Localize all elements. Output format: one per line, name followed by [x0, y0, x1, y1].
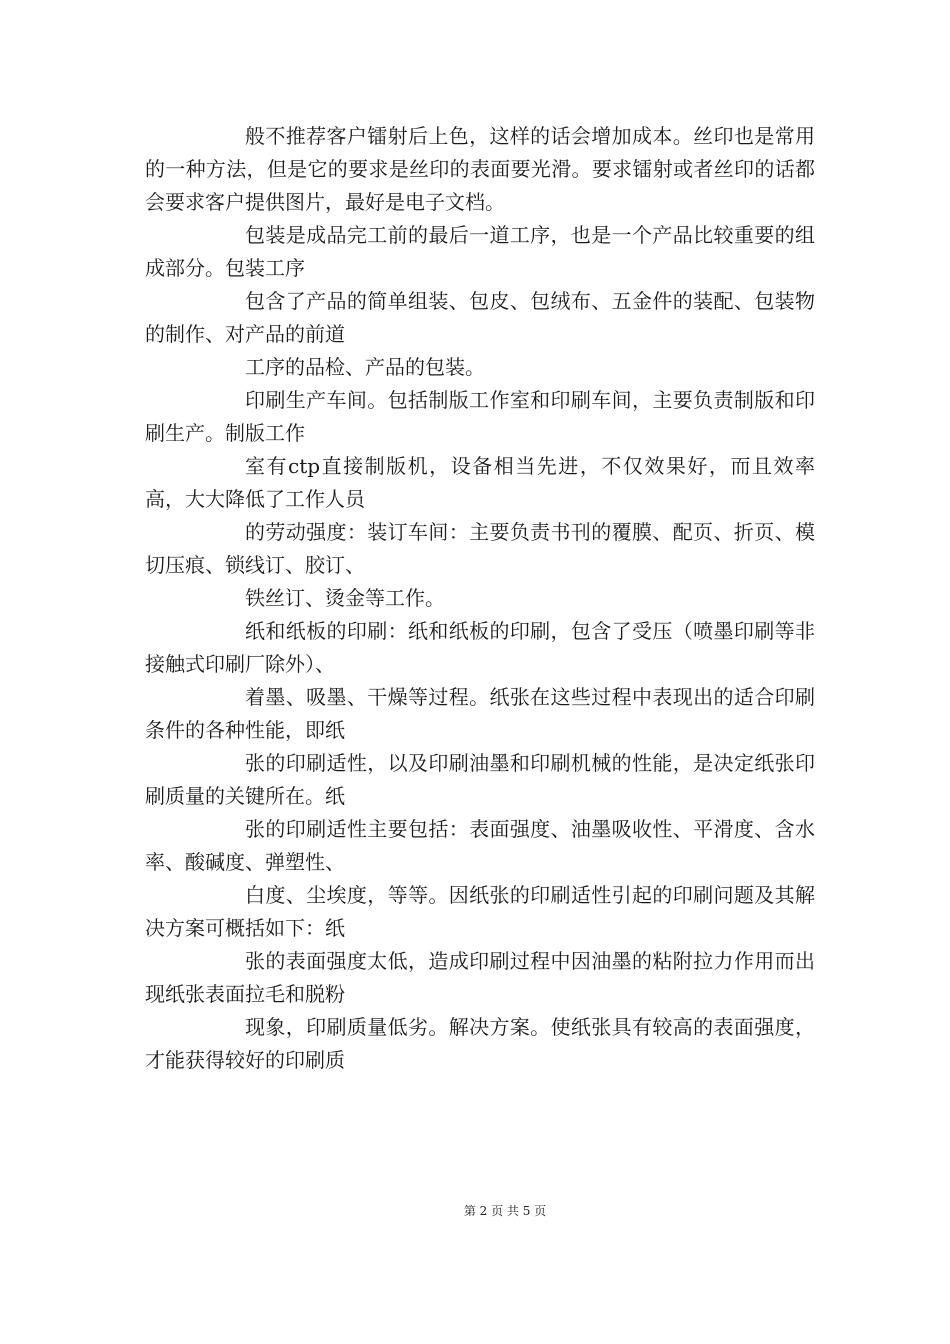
paragraph: 现象，印刷质量低劣。解决方案。使纸张具有较高的表面强度，才能获得较好的印刷质: [145, 1015, 815, 1072]
body-text: [145, 120, 815, 1077]
paragraph: 包含了产品的简单组装、包皮、包绒布、五金件的装配、包装物的制作、对产品的前道: [145, 289, 815, 346]
page-footer: [0, 1203, 950, 1219]
paragraph: 着墨、吸墨、干燥等过程。纸张在这些过程中表现出的适合印刷条件的各种性能，即纸: [145, 685, 815, 742]
paragraph: 般不推荐客户镭射后上色，这样的话会增加成本。丝印也是常用的一种方法，但是它的要求是丝印的表面要光滑。要求镭射或者丝印的话都会要求客户提供图片，最好是电子文档。: [145, 124, 815, 214]
paragraph: 张的印刷适性，以及印刷油墨和印刷机械的性能，是决定纸张印刷质量的关键所在。纸: [145, 751, 815, 808]
paragraph: 印刷生产车间。包括制版工作室和印刷车间，主要负责制版和印刷生产。制版工作: [145, 388, 815, 445]
paragraph: 张的印刷适性主要包括：表面强度、油墨吸收性、平滑度、含水率、酸碱度、弹塑性、: [145, 817, 815, 874]
paragraph: 的劳动强度：装订车间：主要负责书刊的覆膜、配页、折页、模切压痕、锁线订、胶订、: [145, 520, 815, 577]
paragraph: 室有ctp直接制版机，设备相当先进，不仅效果好，而且效率高，大大降低了工作人员: [145, 454, 815, 511]
paragraph: 张的表面强度太低，造成印刷过程中因油墨的粘附拉力作用而出现纸张表面拉毛和脱粉: [145, 949, 815, 1006]
paragraph: 白度、尘埃度，等等。因纸张的印刷适性引起的印刷问题及其解决方案可概括如下：纸: [145, 883, 815, 940]
paragraph: 包装是成品完工前的最后一道工序，也是一个产品比较重要的组成部分。包装工序: [145, 223, 815, 280]
paragraph: 工序的品检、产品的包装。: [245, 355, 485, 379]
paragraph: 纸和纸板的印刷：纸和纸板的印刷，包含了受压（喷墨印刷等非接触式印刷厂除外）、: [145, 619, 815, 676]
paragraph: 铁丝订、烫金等工作。: [245, 586, 445, 610]
page-number: 第 2 页 共 5 页: [463, 1204, 547, 1218]
